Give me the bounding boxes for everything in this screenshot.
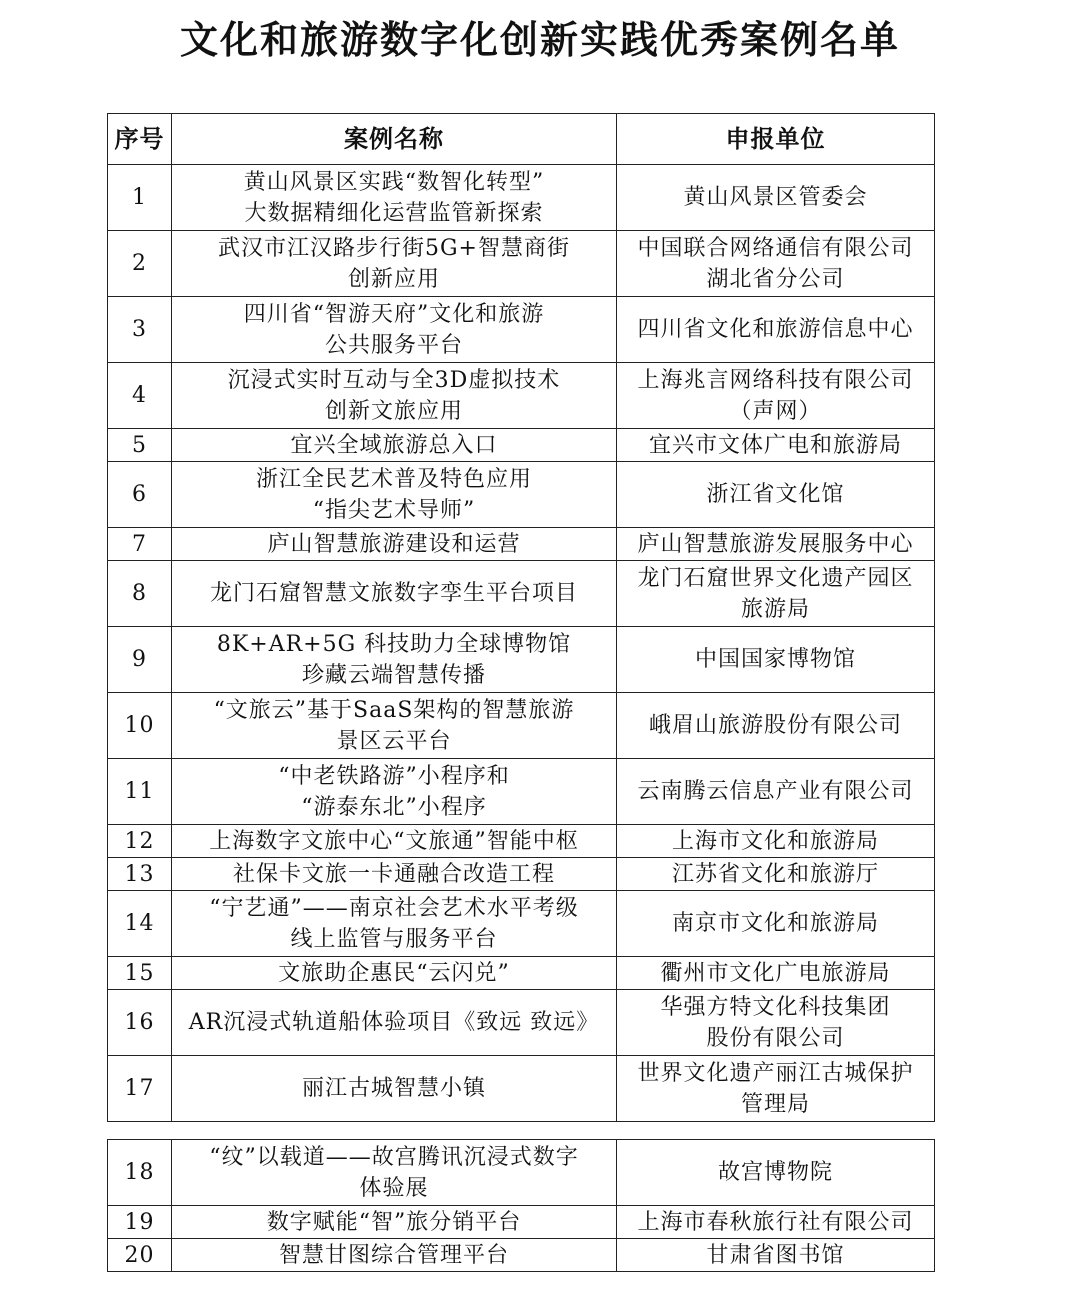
row-number-line: 12 xyxy=(124,828,155,854)
reporting-unit xyxy=(617,528,935,561)
row-number-line: 5 xyxy=(132,432,147,458)
case-name xyxy=(172,627,617,693)
reporting-unit-line: 管理局 xyxy=(740,1091,810,1117)
reporting-unit xyxy=(617,363,935,429)
page-title: 文化和旅游数字化创新实践优秀案例名单 xyxy=(179,18,900,62)
case-name xyxy=(172,957,617,990)
reporting-unit-line: 故宫博物院 xyxy=(717,1160,833,1185)
case-name xyxy=(172,1140,617,1206)
reporting-unit-line: 衢州市文化广电旅游局 xyxy=(660,960,891,986)
case-name-line: 上海数字文旅中心“文旅通”智能中枢 xyxy=(209,828,579,854)
reporting-unit-line: 庐山智慧旅游发展服务中心 xyxy=(637,531,914,557)
reporting-unit xyxy=(617,1056,935,1122)
table-row xyxy=(108,891,935,957)
reporting-unit xyxy=(617,627,935,693)
reporting-unit-line: （声网） xyxy=(729,398,822,424)
row-number xyxy=(108,1239,172,1272)
case-name-line: 四川省“智游天府”文化和旅游 xyxy=(243,301,545,327)
reporting-unit xyxy=(617,825,935,858)
reporting-unit-line: 上海市春秋旅行社有限公司 xyxy=(637,1209,914,1235)
row-number-line: 2 xyxy=(132,251,147,276)
reporting-unit xyxy=(617,561,935,627)
case-name xyxy=(172,825,617,858)
header-case-name: 案例名称 xyxy=(172,114,617,165)
reporting-unit-line: 龙门石窟世界文化遗产园区 xyxy=(637,565,914,591)
case-name-line: “宁艺通”——南京社会艺术水平考级 xyxy=(209,895,579,921)
row-number xyxy=(108,1056,172,1122)
table-row xyxy=(108,429,935,462)
table-header-row xyxy=(108,114,935,165)
row-number xyxy=(108,528,172,561)
case-name xyxy=(172,231,617,297)
row-number xyxy=(108,627,172,693)
reporting-unit-line: 云南腾云信息产业有限公司 xyxy=(637,779,914,804)
header-no: 序号 xyxy=(108,114,172,165)
case-name-line: 黄山风景区实践“数智化转型” xyxy=(243,169,545,195)
table-row xyxy=(108,1239,935,1272)
table-row xyxy=(108,528,935,561)
case-name-line: 景区云平台 xyxy=(336,728,452,754)
row-number-line: 16 xyxy=(124,1010,155,1035)
case-name-line: AR沉浸式轨道船体验项目《致远 致远》 xyxy=(188,1010,600,1035)
case-name xyxy=(172,990,617,1056)
row-number-line: 18 xyxy=(124,1160,155,1185)
case-name-line: 武汉市江汉路步行街5G+智慧商街 xyxy=(217,235,570,261)
row-number-line: 8 xyxy=(132,581,147,606)
reporting-unit xyxy=(617,1239,935,1272)
reporting-unit-line: 浙江省文化馆 xyxy=(706,482,845,507)
reporting-unit xyxy=(617,429,935,462)
case-name-line: 创新文旅应用 xyxy=(324,398,463,424)
row-number-line: 3 xyxy=(132,317,147,342)
case-name xyxy=(172,561,617,627)
reporting-unit-line: 南京市文化和旅游局 xyxy=(671,911,879,936)
table-row xyxy=(108,957,935,990)
table-row xyxy=(108,858,935,891)
row-number xyxy=(108,990,172,1056)
case-name xyxy=(172,528,617,561)
reporting-unit-line: 股份有限公司 xyxy=(706,1025,845,1051)
row-number-line: 20 xyxy=(124,1242,155,1268)
row-number xyxy=(108,429,172,462)
reporting-unit-line: 世界文化遗产丽江古城保护 xyxy=(637,1060,914,1086)
row-number-line: 17 xyxy=(124,1076,155,1101)
reporting-unit xyxy=(617,1206,935,1239)
row-number xyxy=(108,297,172,363)
reporting-unit-line: 峨眉山旅游股份有限公司 xyxy=(648,713,902,738)
reporting-unit xyxy=(617,990,935,1056)
case-name-line: 体验展 xyxy=(359,1175,429,1201)
table-row xyxy=(108,561,935,627)
reporting-unit-line: 宜兴市文体广电和旅游局 xyxy=(648,432,902,458)
case-name xyxy=(172,462,617,528)
row-number-line: 9 xyxy=(132,647,147,672)
reporting-unit-line: 黄山风景区管委会 xyxy=(683,185,868,210)
table-row xyxy=(108,627,935,693)
table-row xyxy=(108,759,935,825)
table-row xyxy=(108,825,935,858)
row-number xyxy=(108,1140,172,1206)
reporting-unit xyxy=(617,891,935,957)
case-name-line: “纹”以载道——故宫腾讯沉浸式数字 xyxy=(209,1144,579,1170)
reporting-unit-line: 旅游局 xyxy=(740,596,810,622)
case-name xyxy=(172,759,617,825)
case-name xyxy=(172,693,617,759)
reporting-unit xyxy=(617,1140,935,1206)
case-name-line: 珍藏云端智慧传播 xyxy=(301,662,486,688)
reporting-unit-line: 中国国家博物馆 xyxy=(694,647,856,672)
row-number-line: 15 xyxy=(124,960,155,986)
row-number xyxy=(108,165,172,231)
table-row xyxy=(108,1140,935,1206)
row-number xyxy=(108,759,172,825)
reporting-unit xyxy=(617,759,935,825)
reporting-unit-line: 四川省文化和旅游信息中心 xyxy=(637,317,914,342)
case-name-line: 智慧甘图综合管理平台 xyxy=(278,1242,509,1268)
reporting-unit xyxy=(617,231,935,297)
case-name-line: 丽江古城智慧小镇 xyxy=(301,1076,486,1101)
row-number xyxy=(108,957,172,990)
row-number-line: 7 xyxy=(132,531,147,557)
reporting-unit-line: 上海市文化和旅游局 xyxy=(671,828,879,854)
reporting-unit xyxy=(617,297,935,363)
table-row xyxy=(108,297,935,363)
reporting-unit xyxy=(617,693,935,759)
row-number-line: 11 xyxy=(124,779,155,804)
reporting-unit-line: 江苏省文化和旅游厅 xyxy=(671,861,879,887)
cases-table-part-2 xyxy=(107,1139,935,1272)
case-name-line: “游泰东北”小程序 xyxy=(301,794,487,820)
table-row xyxy=(108,990,935,1056)
reporting-unit-line: 甘肃省图书馆 xyxy=(706,1242,845,1268)
table-row xyxy=(108,462,935,528)
table-row xyxy=(108,693,935,759)
row-number xyxy=(108,561,172,627)
row-number xyxy=(108,693,172,759)
reporting-unit xyxy=(617,462,935,528)
row-number-line: 19 xyxy=(124,1209,155,1235)
reporting-unit-line: 上海兆言网络科技有限公司 xyxy=(637,367,914,393)
row-number xyxy=(108,462,172,528)
table-row xyxy=(108,165,935,231)
case-name xyxy=(172,1056,617,1122)
row-number xyxy=(108,231,172,297)
table-row xyxy=(108,231,935,297)
row-number-line: 1 xyxy=(132,185,147,210)
row-number xyxy=(108,363,172,429)
case-name xyxy=(172,1206,617,1239)
row-number-line: 6 xyxy=(132,482,147,507)
case-name xyxy=(172,1239,617,1272)
reporting-unit-line: 中国联合网络通信有限公司 xyxy=(637,235,914,261)
reporting-unit xyxy=(617,957,935,990)
case-name-line: “中老铁路游”小程序和 xyxy=(278,763,510,789)
case-name xyxy=(172,858,617,891)
cases-table-part-1 xyxy=(107,113,935,1122)
reporting-unit xyxy=(617,858,935,891)
row-number-line: 4 xyxy=(132,383,147,408)
case-name-line: 公共服务平台 xyxy=(324,332,463,358)
case-name-line: 龙门石窟智慧文旅数字孪生平台项目 xyxy=(209,581,578,606)
case-name xyxy=(172,429,617,462)
reporting-unit-line: 华强方特文化科技集团 xyxy=(660,994,891,1020)
table-row xyxy=(108,1056,935,1122)
row-number xyxy=(108,825,172,858)
case-name xyxy=(172,363,617,429)
row-number xyxy=(108,1206,172,1239)
row-number xyxy=(108,858,172,891)
case-name xyxy=(172,891,617,957)
case-name-line: 浙江全民艺术普及特色应用 xyxy=(255,466,532,492)
case-name-line: 数字赋能“智”旅分销平台 xyxy=(266,1209,522,1235)
row-number-line: 14 xyxy=(124,911,155,936)
case-name-line: 大数据精细化运营监管新探索 xyxy=(244,200,544,226)
row-number-line: 10 xyxy=(124,713,155,738)
row-number-line: 13 xyxy=(124,861,155,887)
reporting-unit xyxy=(617,165,935,231)
case-name-line: 宜兴全域旅游总入口 xyxy=(290,432,498,458)
case-name-line: “指尖艺术导师” xyxy=(312,497,476,523)
row-number xyxy=(108,891,172,957)
table-row xyxy=(108,363,935,429)
reporting-unit-line: 湖北省分公司 xyxy=(706,266,845,292)
case-name-line: 8K+AR+5G 科技助力全球博物馆 xyxy=(216,631,572,657)
case-name-line: 线上监管与服务平台 xyxy=(290,926,498,952)
case-name-line: “文旅云”基于SaaS架构的智慧旅游 xyxy=(213,697,575,723)
case-name-line: 沉浸式实时互动与全3D虚拟技术 xyxy=(227,367,561,393)
case-name-line: 创新应用 xyxy=(347,266,440,292)
case-name-line: 社保卡文旅一卡通融合改造工程 xyxy=(232,861,555,887)
case-name-line: 文旅助企惠民“云闪兑” xyxy=(278,960,510,986)
case-name-line: 庐山智慧旅游建设和运营 xyxy=(267,531,521,557)
header-unit: 申报单位 xyxy=(617,114,935,165)
table-row xyxy=(108,1206,935,1239)
case-name xyxy=(172,297,617,363)
case-name xyxy=(172,165,617,231)
